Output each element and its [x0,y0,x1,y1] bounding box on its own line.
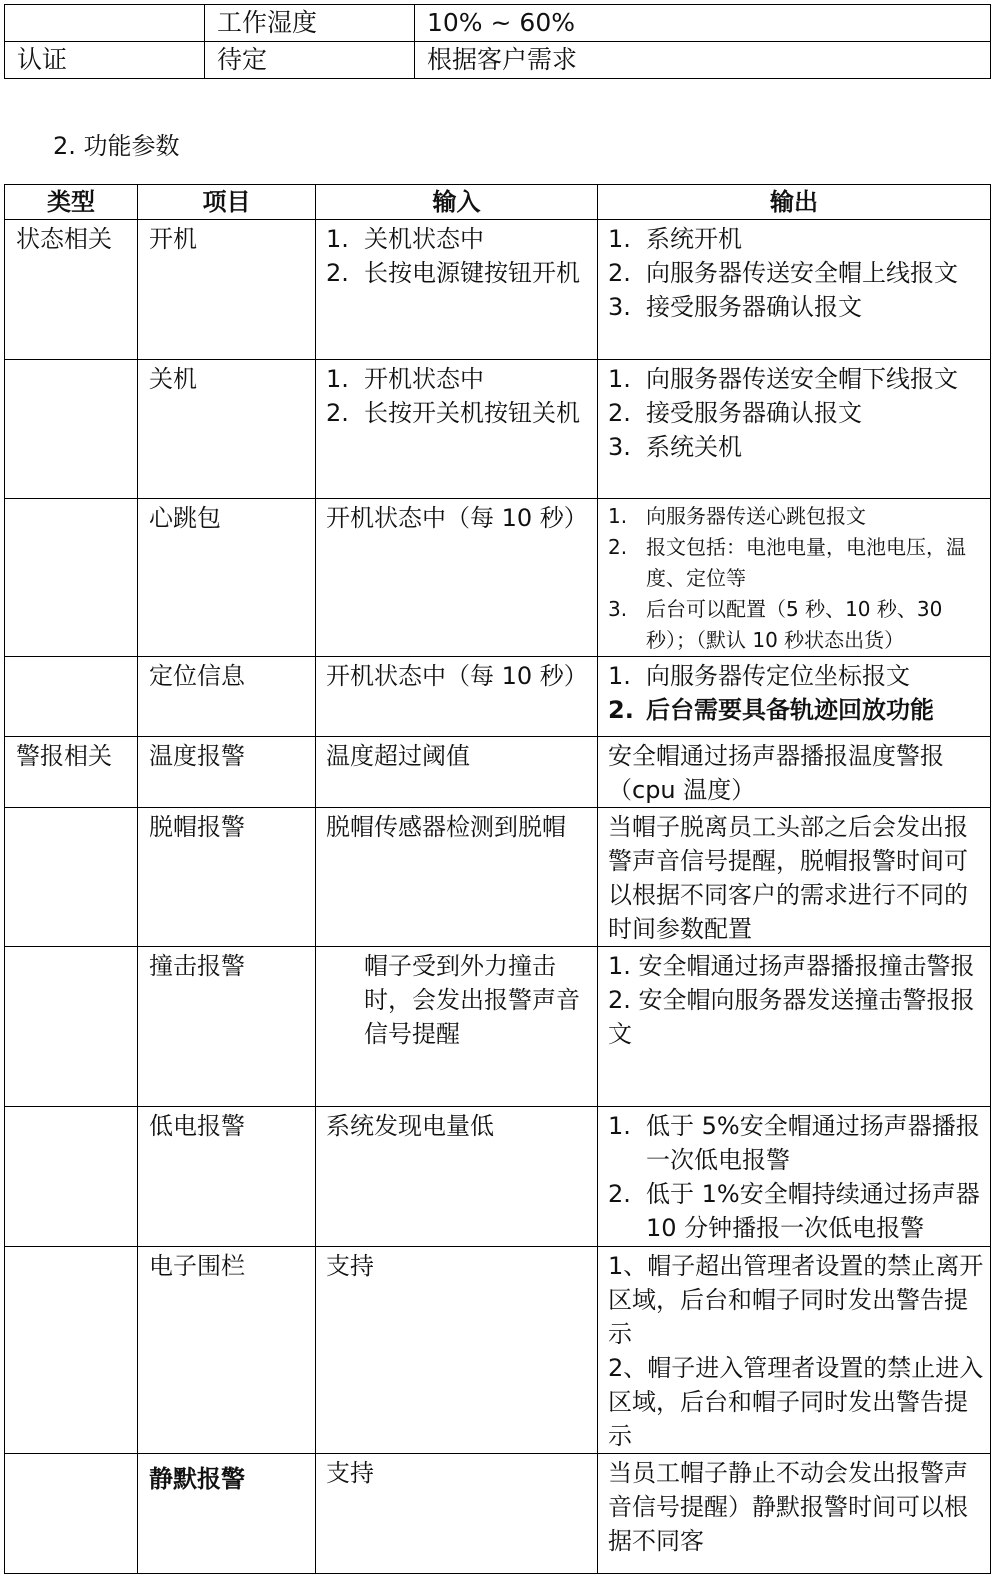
category-cell [5,499,138,657]
output-list [608,1109,984,1245]
category-cell [5,808,138,947]
item-cell: 静默报警 [138,1454,316,1574]
input-cell: 开机状态中（每 10 秒） [316,499,598,657]
table-row [5,42,991,79]
category-cell [5,1454,138,1574]
list-item: 1. 向服务器传定位坐标报文 [608,662,910,690]
item-cell: 定位信息 [138,657,316,737]
environment-table [4,4,991,79]
input-cell: 帽子受到外力撞击时，会发出报警声音信号提醒 [316,947,598,1107]
input-list [326,222,591,290]
input-cell [316,220,598,360]
input-cell: 温度超过阈值 [316,737,598,808]
list-item: 3. 后台可以配置（5 秒、10 秒、30 秒）；（默认 10 秒状态出货） [608,597,943,652]
item-cell: 开机 [138,220,316,360]
item-cell: 关机 [138,360,316,499]
function-params-table [4,184,991,1574]
output-line: 2、帽子进入管理者设置的禁止进入区域，后台和帽子同时发出警告提示 [608,1354,984,1450]
table-row [5,1454,991,1574]
input-cell: 支持 [316,1454,598,1574]
list-item: 3. 系统关机 [608,433,742,461]
category-cell [5,360,138,499]
input-cell: 脱帽传感器检测到脱帽 [316,808,598,947]
output-cell [598,499,991,657]
item-cell: 撞击报警 [138,947,316,1107]
output-list [608,362,984,464]
output-cell [598,360,991,499]
table-cell: 根据客户需求 [415,42,991,79]
item-cell: 电子围栏 [138,1247,316,1454]
list-item: 2. 后台需要具备轨迹回放功能 [608,696,934,724]
category-cell [5,947,138,1107]
list-item: 1. 向服务器传送安全帽下线报文 [608,365,958,393]
output-line: 1. 安全帽通过扬声器播报撞击警报 [608,952,975,980]
list-item: 1. 关机状态中 [326,225,484,253]
output-list [608,659,984,727]
column-header: 输入 [316,185,598,220]
column-header: 类型 [5,185,138,220]
table-row [5,657,991,737]
category-cell: 警报相关 [5,737,138,808]
input-cell: 开机状态中（每 10 秒） [316,657,598,737]
item-cell: 温度报警 [138,737,316,808]
table-row [5,947,991,1107]
table-row [5,1107,991,1247]
table-row [5,737,991,808]
table-row [5,5,991,42]
output-line: 2. 安全帽向服务器发送撞击警报报文 [608,986,975,1048]
list-item: 2. 向服务器传送安全帽上线报文 [608,259,958,287]
list-item: 1. 向服务器传送心跳包报文 [608,504,866,528]
column-header: 输出 [598,185,991,220]
output-list [608,222,984,324]
section-heading: 2. 功能参数 [53,132,180,160]
list-item: 2. 报文包括：电池电量，电池电压，温度、定位等 [608,535,966,590]
table-row [5,220,991,360]
list-item: 2. 低于 1%安全帽持续通过扬声器 10 分钟播报一次低电报警 [608,1180,980,1242]
input-list [326,362,591,430]
table-cell: 待定 [205,42,415,79]
output-cell [598,947,991,1107]
header-row [5,185,991,220]
item-cell: 低电报警 [138,1107,316,1247]
list-item: 3. 接受服务器确认报文 [608,293,862,321]
category-cell [5,657,138,737]
category-cell [5,1247,138,1454]
input-cell [316,360,598,499]
input-cell: 系统发现电量低 [316,1107,598,1247]
list-item: 2. 长按电源键按钮开机 [326,259,580,287]
output-cell: 当员工帽子静止不动会发出报警声音信号提醒）静默报警时间可以根据不同客 [598,1454,991,1574]
output-cell [598,1107,991,1247]
table-row [5,1247,991,1454]
input-cell: 支持 [316,1247,598,1454]
item-cell: 心跳包 [138,499,316,657]
table-cell: 10% ~ 60% [415,5,991,42]
category-cell: 状态相关 [5,220,138,360]
list-item: 1. 系统开机 [608,225,742,253]
output-list [608,501,984,656]
table-cell: 认证 [5,42,205,79]
output-cell [598,657,991,737]
output-cell [598,1247,991,1454]
table-row [5,499,991,657]
table-cell [5,5,205,42]
table-cell: 工作湿度 [205,5,415,42]
item-cell: 脱帽报警 [138,808,316,947]
output-cell [598,220,991,360]
table-row [5,360,991,499]
list-item: 1. 低于 5%安全帽通过扬声器播报一次低电报警 [608,1112,980,1174]
category-cell [5,1107,138,1247]
list-item: 2. 长按开关机按钮关机 [326,399,580,427]
output-cell: 当帽子脱离员工头部之后会发出报警声音信号提醒，脱帽报警时间可以根据不同客户的需求进行不同的时间参数配置 [598,808,991,947]
list-item: 1. 开机状态中 [326,365,484,393]
output-cell: 安全帽通过扬声器播报温度警报（cpu 温度） [598,737,991,808]
table-row [5,808,991,947]
list-item: 2. 接受服务器确认报文 [608,399,862,427]
output-line: 1、帽子超出管理者设置的禁止离开区域，后台和帽子同时发出警告提示 [608,1252,984,1348]
column-header: 项目 [138,185,316,220]
